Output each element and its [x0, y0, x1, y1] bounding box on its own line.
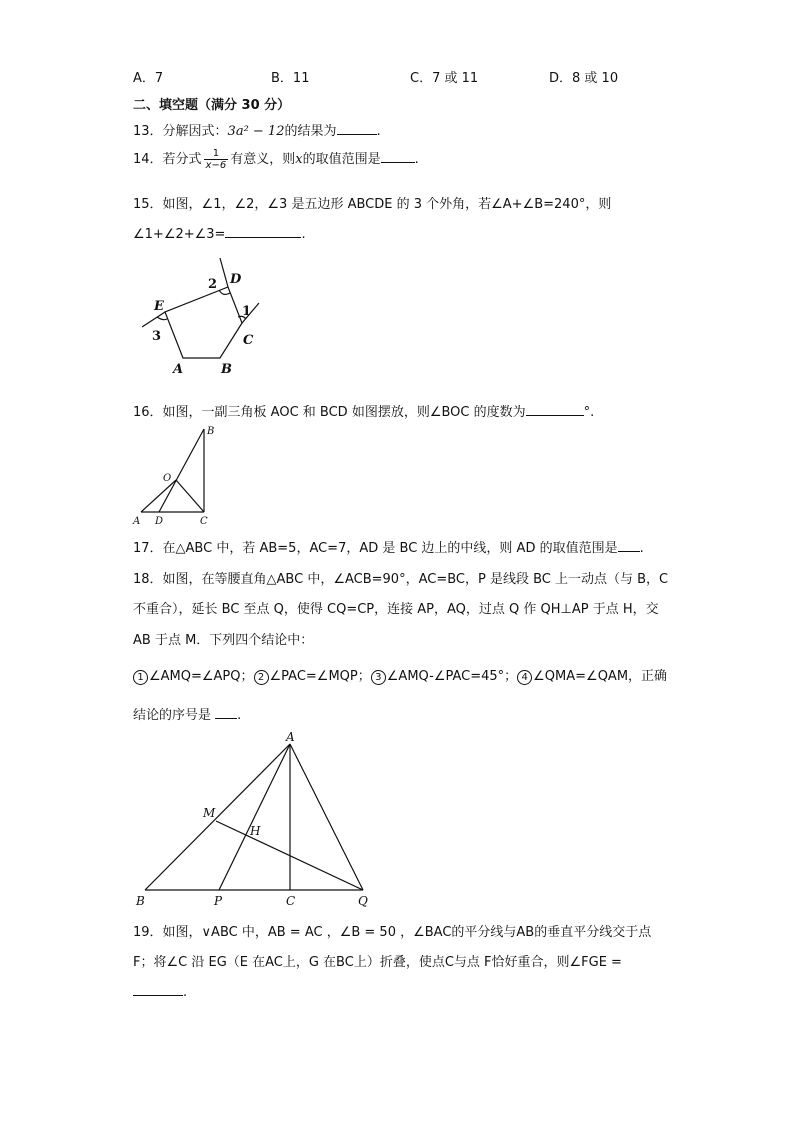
label-B: B [207, 426, 215, 437]
question-13 [133, 120, 381, 139]
label-C: C [286, 894, 296, 908]
q13-answer-blank[interactable] [337, 121, 377, 135]
q14-period: . [414, 152, 419, 167]
q14-prefix: 14．若分式 [133, 152, 202, 167]
q19-period: . [183, 985, 188, 1000]
circled-2: 2 [254, 670, 269, 685]
angle-3-arc [157, 317, 167, 320]
q15-line-2 [133, 224, 306, 242]
q15-pentagon-figure [130, 255, 270, 380]
label-D: D [230, 272, 242, 287]
conclusion-1: ∠AMQ=∠APQ； [149, 669, 254, 684]
label-E: E [154, 299, 164, 314]
question-14 [133, 148, 419, 171]
q14-denominator: x−6 [205, 160, 227, 171]
conclusion-3: ∠AMQ-∠PAC=45°； [386, 669, 518, 684]
circled-3: 3 [371, 670, 386, 685]
segment-bd [159, 429, 204, 512]
q17-period: . [639, 541, 644, 556]
q15-expression: ∠1+∠2+∠3= [133, 227, 226, 242]
label-D: D [155, 516, 164, 527]
label-B: B [221, 362, 232, 377]
label-B: B [136, 894, 145, 908]
q18-period: . [237, 708, 242, 723]
segment-ap [219, 744, 290, 890]
q12-option-d: D．8 或 10 [549, 71, 619, 86]
label-C: C [243, 333, 254, 348]
q16-text: 16．如图，一副三角板 AOC 和 BCD 如图摆放，则∠BOC 的度数为 [133, 405, 526, 420]
q14-numerator: 1 [204, 148, 229, 160]
conclusion-2: ∠PAC=∠MQP； [269, 669, 371, 684]
label-M: M [203, 806, 216, 820]
question-16 [133, 401, 594, 420]
label-angle-3: 3 [152, 329, 162, 344]
q18-triangle-figure [130, 728, 380, 908]
label-A: A [286, 730, 295, 744]
q17-text: 17．在△ABC 中，若 AB=5，AC=7，AD 是 BC 边上的中线，则 AD 的取值范围是 [133, 541, 618, 556]
q18-conclusions [133, 665, 667, 685]
q19-line-3 [133, 982, 187, 1000]
circled-1: 1 [133, 670, 148, 685]
question-17 [133, 537, 644, 556]
q19-answer-blank[interactable] [133, 982, 183, 996]
label-P: P [214, 894, 223, 908]
label-A: A [173, 362, 184, 377]
segment-aq [290, 744, 363, 890]
q18-answer-prompt: 结论的序号是 [133, 708, 212, 723]
q13-prefix: 13．分解因式： [133, 124, 228, 139]
q12-option-c: C．7 或 11 [410, 71, 479, 86]
q16-answer-blank[interactable] [526, 402, 584, 416]
q12-option-b: B．11 [271, 71, 310, 86]
segment-oc [176, 480, 204, 512]
extension-cd [220, 258, 228, 287]
q17-answer-blank[interactable] [618, 538, 640, 552]
q13-suffix: 的结果为 [284, 124, 337, 139]
q14-variable: x [295, 152, 303, 167]
segment-ab [145, 744, 290, 890]
label-H: H [250, 824, 261, 838]
q14-suffix: 的取值范围是 [302, 152, 381, 167]
q13-expression: 3a² − 12 [227, 124, 285, 139]
q12-option-a: A．7 [133, 71, 164, 86]
q15-line-1: 15．如图，∠1，∠2，∠3 是五边形 ABCDE 的 3 个外角，若∠A+∠B=240°，则 [133, 197, 612, 212]
label-C: C [200, 516, 208, 527]
section-title: 二、填空题（满分 30 分） [133, 98, 291, 113]
q16-degree-end: °. [583, 405, 595, 420]
q18-answer-blank[interactable] [215, 705, 237, 719]
label-A: A [133, 516, 141, 527]
q19-line-2: F；将∠C 沿 EG（E 在AC上，G 在BC上）折叠，使点C与点 F恰好重合，则∠FGE = [133, 955, 622, 970]
q15-period: . [301, 227, 306, 242]
q15-answer-blank[interactable] [225, 224, 301, 238]
q19-line-1: 19．如图，∨ABC 中，AB = AC ，∠B = 50 ，∠BAC的平分线与AB的垂直平分线交于点 [133, 925, 652, 940]
conclusion-4: ∠QMA=∠QAM，正确 [533, 669, 668, 684]
q14-fraction [204, 148, 229, 171]
q18-line-2: 不重合），延长 BC 至点 Q，使得 CQ=CP，连接 AP，AQ，过点 Q 作 QH⊥AP 于点 H，交 [133, 602, 659, 617]
label-O: O [163, 473, 172, 484]
q16-triangles-figure [130, 423, 220, 531]
q13-period: . [376, 124, 381, 139]
label-angle-1: 1 [242, 304, 252, 319]
q18-line-5 [133, 704, 241, 723]
angle-2-arc [219, 290, 230, 294]
label-Q: Q [358, 894, 368, 908]
segment-ao [141, 480, 176, 512]
q18-line-1: 18．如图，在等腰直角△ABC 中，∠ACB=90°，AC=BC，P 是线段 BC 上一动点（与 B，C [133, 572, 669, 587]
q14-answer-blank[interactable] [381, 149, 415, 163]
q18-line-3: AB 于点 M．下列四个结论中： [133, 633, 314, 648]
circled-4: 4 [517, 670, 532, 685]
q14-middle: 有意义，则 [230, 152, 296, 167]
pentagon-abcde [165, 287, 242, 358]
label-angle-2: 2 [208, 277, 218, 292]
